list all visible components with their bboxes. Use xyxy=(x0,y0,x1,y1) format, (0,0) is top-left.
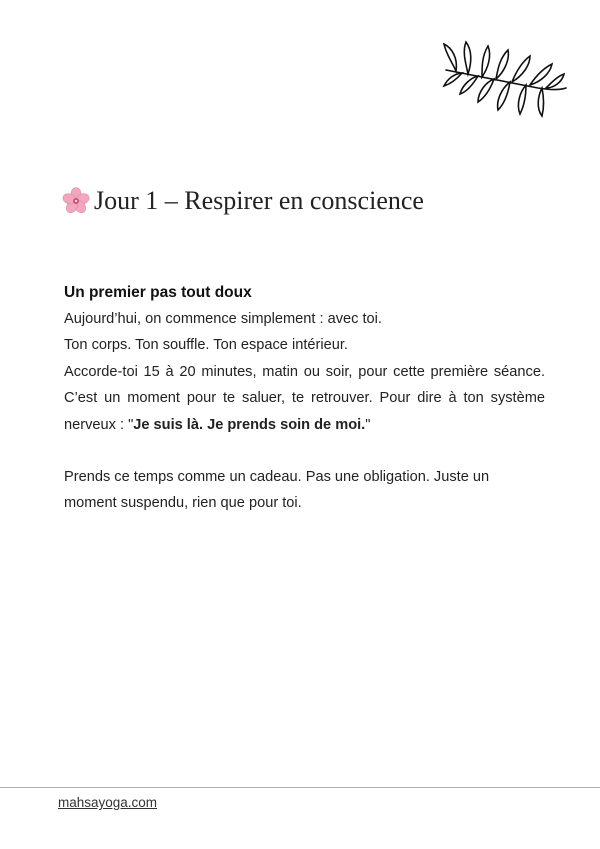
quote-close: " xyxy=(365,416,371,433)
quote-text: Je suis là. Je prends soin de moi. xyxy=(133,416,366,433)
footer-divider xyxy=(0,787,600,788)
closing-paragraph: Prends ce temps comme un cadeau. Pas une obligation. Juste un moment suspendu, rien que pour toi. xyxy=(64,469,490,512)
section xyxy=(64,284,545,517)
footer-website-link[interactable]: mahsayoga.com xyxy=(58,795,158,810)
main-paragraph xyxy=(64,359,545,438)
intro-line: Aujourd’hui, on commence simplement : avec toi. xyxy=(64,311,382,327)
main-paragraph-text: Accorde-toi 15 à 20 minutes, matin ou soir, pour cette première séance. C’est un moment pour te saluer, te retrouver. Pour dire à ton système nerveux : " xyxy=(64,363,545,433)
section-subtitle: Un premier pas tout doux xyxy=(64,284,252,301)
intro-line: Ton corps. Ton souffle. Ton espace intérieur. xyxy=(64,337,348,354)
leafy-branch-icon xyxy=(438,30,568,122)
page-title-text: Jour 1 – Respirer en conscience xyxy=(94,186,424,215)
cherry-blossom-icon xyxy=(62,187,90,215)
page-title xyxy=(62,186,424,216)
